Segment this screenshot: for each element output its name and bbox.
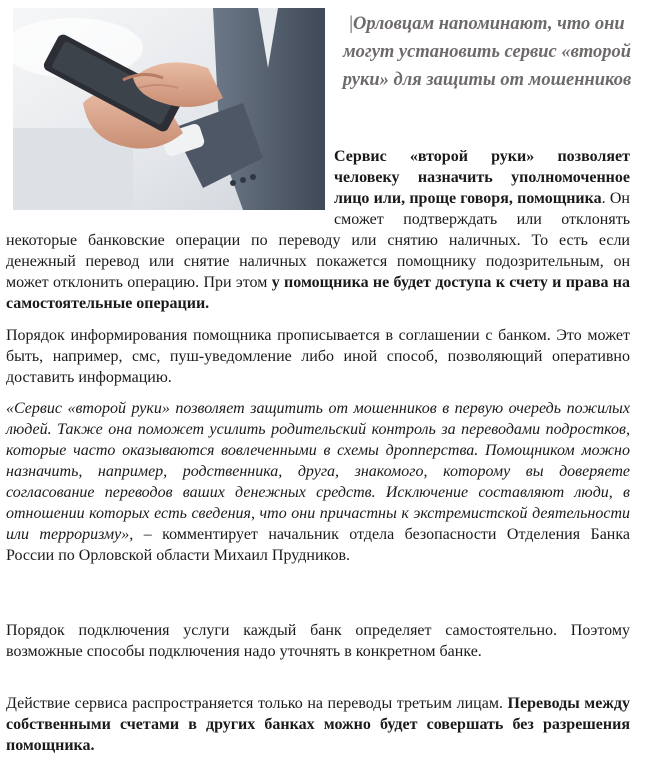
quote-text: «Сервис «второй руки» позволяет защитить от мошенников в первую очередь пожилых людей. Также она поможет усилить родительский контроль за переводами подростков, которые часто оказываются вовлеченными в схемы дропперства. Помощником можно назначить, например, родственника, друга, знакомого, которому вы доверяете согласование переводов ваших денежных средств. Исключение составляют люди, в отношении которых есть сведения, что они причастны к экстремистской деятельности или терроризму»,: [6, 400, 630, 543]
quote-attribution: – комментирует начальник отдела безопасности Отделения Банка России по Орловской области Михаил Прудников.: [6, 526, 631, 564]
intro-bold: Сервис «второй руки» позволяет человеку назначить уполномоченное лицо или, проще говоря, помощника: [334, 148, 630, 207]
article-title: |Орловцам напоминают, что они могут установить сервис «второй руки» для защиты от мошенников: [342, 14, 632, 90]
scope-bold: Переводы между собственными счетами в других банках можно будет совершать без разрешения помощника.: [6, 695, 630, 754]
paragraph-quote: [6, 398, 630, 566]
paragraph-intro: [6, 146, 630, 314]
text-cursor: |: [349, 14, 353, 34]
intro-bold-end: у помощника не будет доступа к счету и права на самостоятельные операции.: [6, 274, 631, 312]
scope-text: Действие сервиса распространяется только на переводы третьим лицам.: [6, 695, 508, 712]
paragraph-notification: Порядок информирования помощника прописывается в соглашении с банком. Это может быть, например, смс, пуш-уведомление либо иной способ, позволяющий оперативно доставить информацию.: [6, 327, 630, 386]
paragraph-scope: [6, 693, 630, 756]
paragraph-connection: Порядок подключения услуги каждый банк определяет самостоятельно. Поэтому возможные способы подключения надо уточнять в конкретном банке.: [6, 622, 630, 660]
intro-text: . Он сможет подтверждать или отклонять некоторые банковские операции по переводу или снятию наличных. То есть если денежный перевод или снятие наличных покажется помощнику подозрительным, он может отклонить операцию. При этом: [6, 190, 630, 291]
